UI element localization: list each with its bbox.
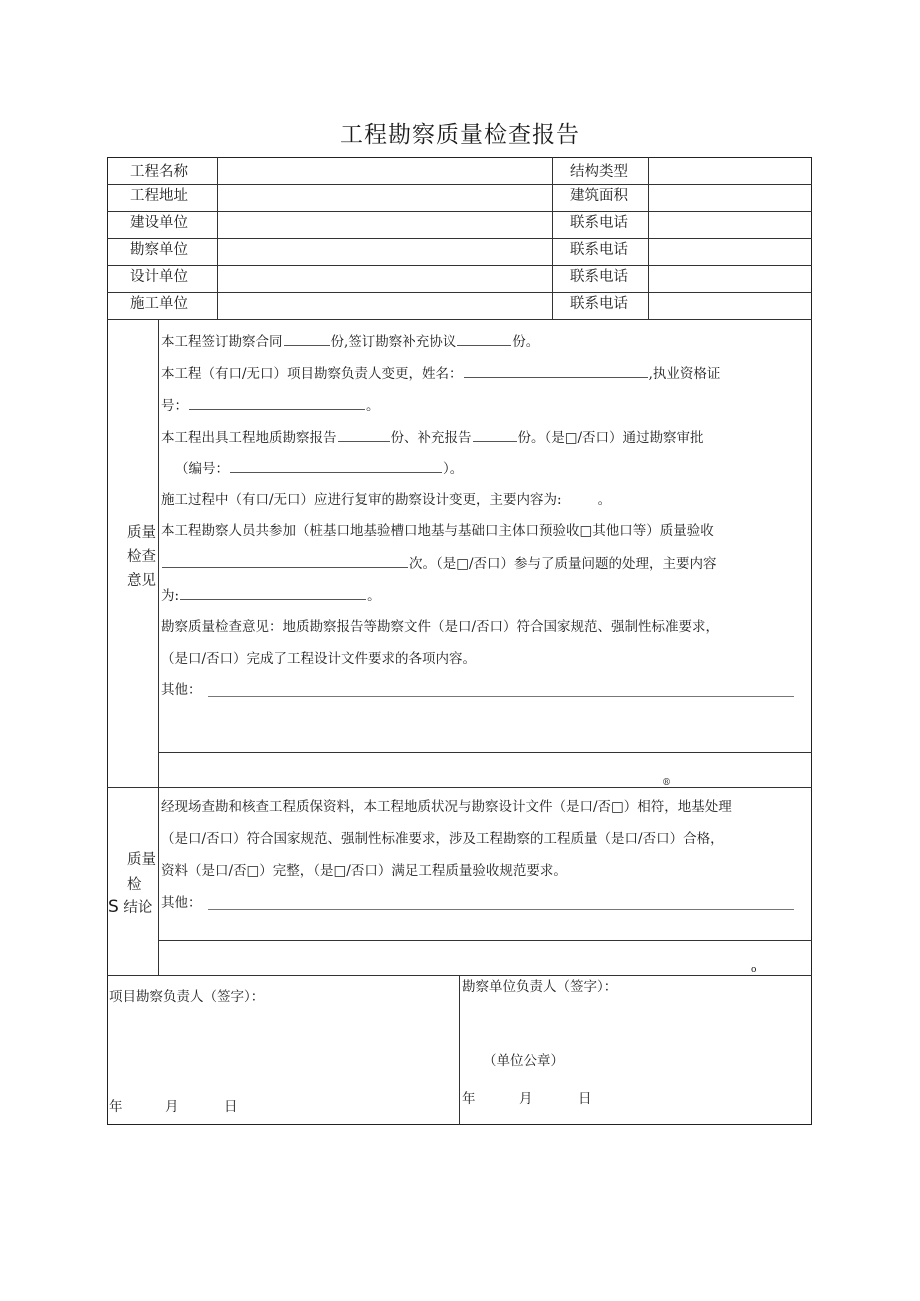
conclusion-other-label: 其他： [161,895,202,911]
opinion-line: 本工程勘察人员共参加（桩基口地基验槽口地基与基础口主体口预验收□其他口等）质量验收 [161,523,714,539]
label-building-area: 建筑面积 [570,188,628,204]
section-label: 意见 [127,573,156,589]
section-label: 检 [127,877,142,893]
date-year: 年 [462,1091,476,1107]
label-phone: 联系电话 [570,242,628,258]
opinion-line: 施工过程中（有口/无口）应进行复审的勘察设计变更，主要内容为: 。 [161,492,612,508]
section-label: 质量 [127,852,156,868]
project-lead-signature-label: 项目勘察负责人（签字）： [109,989,265,1005]
conclusion-line: （是口/否口）符合国家规范、强制性标准要求，涉及工程勘察的工程质量（是口/否口）合格， [161,831,724,847]
row-divider [158,940,812,941]
date-year: 年 [109,1099,123,1115]
date-day: 日 [224,1099,238,1115]
section-label: 检查 [127,549,156,565]
col-divider [459,975,460,1125]
col-divider [217,157,218,319]
row-divider [107,238,812,239]
page-title: 工程勘察质量检查报告 [340,122,580,148]
opinion-line: 号： 。 [161,398,380,414]
unit-seal-label: （单位公章） [483,1053,564,1069]
label-project-name: 工程名称 [130,164,188,180]
other-fill-line [208,696,794,697]
label-phone: 联系电话 [570,296,628,312]
row-divider [158,752,812,753]
row-divider [107,787,812,788]
col-divider [552,157,553,319]
opinion-mark: ® [662,778,671,788]
label-survey-unit: 勘察单位 [130,242,188,258]
date-day: 日 [578,1091,592,1107]
row-divider [107,319,812,320]
section-label: S 结论 [108,897,153,917]
unit-lead-signature-label: 勘察单位负责人（签字）： [462,979,618,995]
label-contractor: 施工单位 [130,296,188,312]
row-divider [107,292,812,293]
label-phone: 联系电话 [570,269,628,285]
conclusion-line: 经现场查勘和核查工程质保资料，本工程地质状况与勘察设计文件（是口/否□）相符，地基处理 [161,799,732,815]
opinion-line: 本工程（有口/无口）项目勘察负责人变更，姓名： ,执业资格证 [161,366,721,382]
date-month: 月 [165,1099,179,1115]
label-structure-type: 结构类型 [570,164,628,180]
date-month: 月 [519,1091,533,1107]
opinion-line: 本工程签订勘察合同 份,签订勘察补充协议 份。 [161,334,540,350]
opinion-line: 本工程出具工程地质勘察报告 份、补充报告 份。（是□/否口）通过勘察审批 [161,430,704,446]
opinion-line: （编号： ）。 [175,461,464,477]
conclusion-line: 资料（是口/否□）完整，（是□/否口）满足工程质量验收规范要求。 [161,863,567,879]
opinion-other-label: 其他： [161,682,202,698]
opinion-line: 为: 。 [161,588,381,604]
label-construction-owner: 建设单位 [130,215,188,231]
other-fill-line [208,909,794,910]
row-divider [107,184,812,185]
section-label: 质量 [127,525,156,541]
conclusion-mark: o [751,965,757,975]
label-project-address: 工程地址 [130,188,188,204]
col-divider [158,319,159,975]
col-divider [648,157,649,319]
row-divider [107,265,812,266]
opinion-line: 勘察质量检查意见：地质勘察报告等勘察文件（是口/否口）符合国家规范、强制性标准要求， [161,619,720,635]
opinion-line: 次。（是□/否口）参与了质量问题的处理，主要内容 [161,554,717,573]
label-design-unit: 设计单位 [130,269,188,285]
row-divider [107,211,812,212]
label-phone: 联系电话 [570,215,628,231]
opinion-line: （是口/否口）完成了工程设计文件要求的各项内容。 [161,651,477,667]
